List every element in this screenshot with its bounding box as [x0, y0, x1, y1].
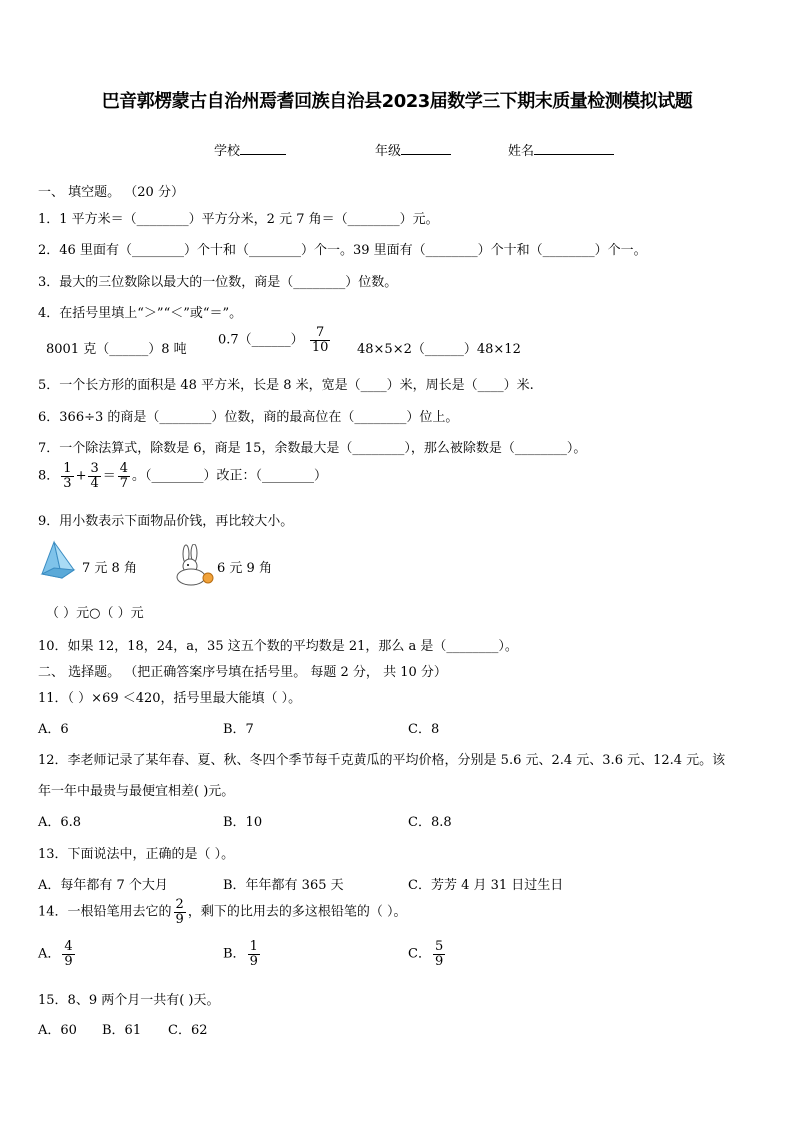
price-item-2: 6 元 9 角: [217, 561, 272, 576]
question-3: 3．最大的三位数除以最大的一位数，商是（________）位数。: [38, 275, 398, 290]
name-blank[interactable]: [534, 142, 614, 155]
question-4a: 8001 克（______）8 吨: [46, 342, 187, 357]
school-label: 学校: [214, 144, 241, 159]
option-a[interactable]: [38, 940, 223, 968]
fraction-numerator: 3: [90, 461, 99, 476]
school-field[interactable]: [214, 140, 286, 159]
question-12-line-2: 年一年中最贵与最便宜相差( )元。: [38, 784, 235, 799]
option-b[interactable]: [223, 940, 408, 968]
option-a[interactable]: A．6.8: [38, 815, 82, 830]
question-12-options: [38, 811, 452, 830]
fraction-denominator: 3: [63, 475, 72, 491]
option-label: A．: [38, 946, 61, 962]
option-a[interactable]: A．每年都有 7 个大月: [38, 878, 168, 893]
option-a[interactable]: A．6: [38, 722, 69, 737]
question-12-line-1: 12．李老师记录了某年春、夏、秋、冬四个季节每千克黄瓜的平均价格，分别是 5.6 元、2.4 元、3.6 元、12.4 元。该: [38, 753, 726, 768]
fraction-7-10: [310, 326, 331, 354]
option-b[interactable]: B．61: [102, 1023, 142, 1038]
option-c[interactable]: [408, 940, 447, 968]
fraction-2-9: [174, 898, 186, 926]
question-4b: [218, 326, 332, 354]
question-2: 2．46 里面有（________）个十和（________）个一。39 里面有（________）个十和（________）个一。: [38, 243, 647, 258]
question-15-options: [38, 1019, 208, 1038]
question-8-tail: 。（________）改正：（________）: [132, 468, 328, 484]
question-5: 5．一个长方形的面积是 48 平方米，长是 8 米，宽是（____）米，周长是（____）米.: [38, 378, 534, 393]
question-14-suffix: ，剩下的比用去的多这根铅笔的（ ）。: [187, 904, 407, 920]
plus-sign: +: [75, 468, 87, 484]
fraction-numerator: 1: [63, 461, 72, 476]
option-label: C．: [408, 946, 431, 962]
option-a[interactable]: A．60: [38, 1023, 77, 1038]
section-1-heading: 一、 填空题。 （20 分）: [38, 185, 184, 200]
fraction-denominator: 9: [434, 953, 444, 969]
fraction-denominator: 9: [175, 911, 184, 927]
option-b[interactable]: B．年年都有 365 天: [223, 878, 344, 893]
question-6: 6．366÷3 的商是（________）位数，商的最高位在（________）位上。: [38, 410, 459, 425]
question-14-prefix: 14．一根铅笔用去它的: [38, 904, 172, 920]
fraction-numerator: 1: [249, 939, 258, 954]
option-label: B．: [223, 946, 246, 962]
question-15: 15．8、9 两个月一共有( )天。: [38, 993, 220, 1008]
fraction-numerator: 2: [175, 897, 184, 912]
option-c[interactable]: C．8: [408, 722, 440, 737]
question-10: 10．如果 12，18，24，a，35 这五个数的平均数是 21，那么 a 是（________）。: [38, 639, 518, 654]
fraction-denominator: 10: [311, 339, 329, 355]
grade-field[interactable]: [375, 140, 451, 159]
question-4: 4．在括号里填上“＞”“＜”或“＝”。: [38, 306, 243, 321]
option-fraction: [62, 940, 74, 968]
grade-label: 年级: [375, 144, 402, 159]
question-11-options: [38, 718, 439, 737]
question-4c: 48×5×2（______）48×12: [357, 342, 521, 357]
question-8-label: 8．: [38, 468, 60, 484]
price-compare: （ ）元○（ ）元: [46, 606, 144, 621]
question-7: 7．一个除法算式，除数是 6，商是 15，余数最大是（________），那么被除数是（________）。: [38, 441, 587, 456]
question-13: 13．下面说法中，正确的是（ ）。: [38, 847, 235, 862]
fraction-denominator: 4: [90, 475, 99, 491]
pyramid-toy-icon: [40, 540, 76, 582]
option-c[interactable]: C．8.8: [408, 815, 452, 830]
question-14-options: [38, 940, 447, 968]
fraction-4-7: [118, 462, 130, 490]
option-c[interactable]: C．芳芳 4 月 31 日过生日: [408, 878, 564, 893]
grade-blank[interactable]: [401, 142, 451, 155]
question-1: 1．1 平方米＝（________）平方分米，2 元 7 角＝（________）元。: [38, 212, 439, 227]
option-c[interactable]: C．62: [168, 1023, 208, 1038]
question-14: [38, 898, 406, 926]
question-9: 9．用小数表示下面物品价钱，再比较大小。: [38, 514, 294, 529]
fraction-denominator: 7: [119, 475, 129, 491]
option-b[interactable]: B．7: [223, 722, 254, 737]
price-item-1: 7 元 8 角: [82, 561, 137, 576]
name-field[interactable]: [508, 140, 614, 159]
fraction-numerator: 4: [64, 939, 73, 954]
question-8: [38, 462, 327, 490]
fraction-numerator: 7: [310, 326, 331, 341]
fraction-numerator: 4: [119, 461, 129, 476]
section-2-heading: 二、 选择题。 （把正确答案序号填在括号里。 每题 2 分， 共 10 分）: [38, 665, 447, 680]
fraction-denominator: 9: [249, 953, 258, 969]
school-blank[interactable]: [240, 142, 286, 155]
rabbit-toy-icon: [170, 544, 216, 586]
option-fraction: [433, 940, 445, 968]
fraction-1-3: [61, 462, 73, 490]
equals-sign: ＝: [102, 468, 116, 484]
question-13-options: [38, 874, 563, 893]
fraction-denominator: 9: [64, 953, 73, 969]
question-11: 11．（ ）×69 ＜420，括号里最大能填（ ）。: [38, 691, 302, 706]
fraction-3-4: [88, 462, 100, 490]
fraction-numerator: 5: [434, 939, 444, 954]
question-4b-prefix: 0.7（______）: [218, 332, 304, 348]
name-label: 姓名: [508, 144, 535, 159]
option-b[interactable]: B．10: [223, 815, 263, 830]
option-fraction: [248, 940, 260, 968]
page-title: 巴音郭楞蒙古自治州焉耆回族自治县2023届数学三下期末质量检测模拟试题: [101, 91, 693, 112]
